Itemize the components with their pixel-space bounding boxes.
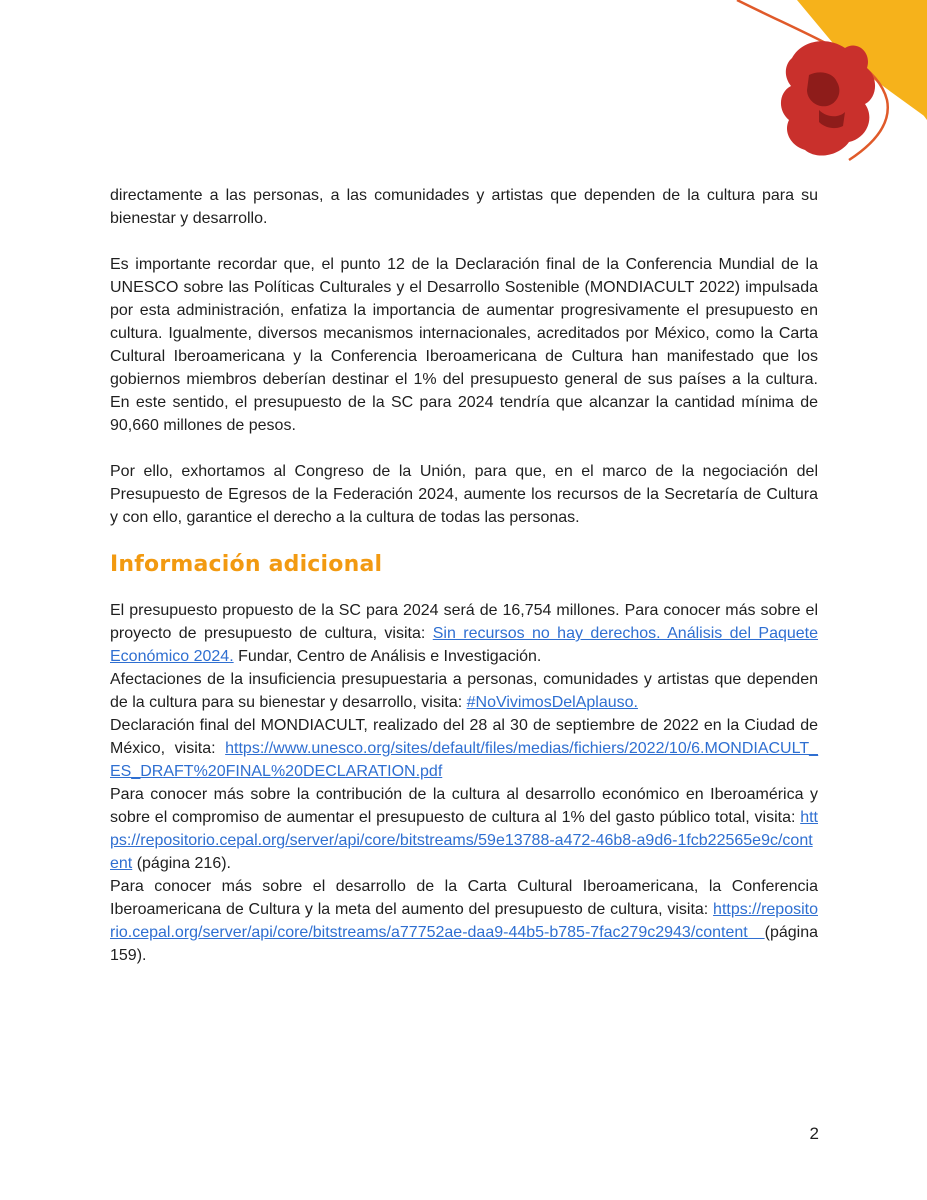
corner-decoration: [587, 0, 927, 170]
unesco-declaration-link[interactable]: https://www.unesco.org/sites/default/files/medias/fichiers/2022/10/6.MONDIACULT_ES_DRAFT%20FINAL%20DECLARATION.pdf: [110, 740, 818, 780]
info-item-carta-cultural-text: Para conocer más sobre el desarrollo de la Carta Cultural Iberoamericana, la Conferencia Iberoamericana de Cultura y la meta del aumento del presupuesto de cultura, visita:: [110, 878, 818, 918]
info-item-affectations: [110, 668, 818, 714]
cepal-carta-cultural-link[interactable]: https://repositorio.cepal.org/server/api/core/bitstreams/a77752ae-daa9-44b5-b785-7fac279c2943/content: [110, 901, 818, 941]
info-item-carta-cultural: [110, 875, 818, 967]
info-item-cepal-contribution-text: Para conocer más sobre la contribución de la cultura al desarrollo económico en Iberoamérica y sobre el compromiso de aumentar el presupuesto de cultura al 1% del gasto público total, visita:: [110, 786, 818, 826]
document-body: [110, 184, 818, 967]
info-item-cepal-contribution: [110, 783, 818, 875]
info-item-budget-text: El presupuesto propuesto de la SC para 2024 será de 16,754 millones. Para conocer más sobre el proyecto de presupuesto de cultura, visita:: [110, 602, 818, 642]
lion-statue-icon: [781, 41, 875, 155]
info-item-cepal-contribution-page: (página 216).: [132, 855, 231, 872]
cepal-contribution-link[interactable]: https://repositorio.cepal.org/server/api/core/bitstreams/59e13788-a472-46b8-a9d6-1fcb22565e9c/content: [110, 809, 818, 872]
page-number: 2: [809, 1124, 819, 1143]
paragraph-2: Es importante recordar que, el punto 12 de la Declaración final de la Conferencia Mundial de la UNESCO sobre las Políticas Culturales y el Desarrollo Sostenible (MONDIACULT 2022) impulsada por esta administración, enfatiza la importancia de aumentar progresivamente el presupuesto en cultura. Igualmente, diversos mecanismos internacionales, acreditados por México, como la Carta Cultural Iberoamericana y la Conferencia Iberoamericana de Cultura han manifestado que los gobiernos miembros deberían destinar el 1% del presupuesto general de sus países a la cultura. En este sentido, el presupuesto de la SC para 2024 tendría que alcanzar la cantidad mínima de 90,660 millones de pesos.: [110, 256, 818, 434]
paragraph-1: directamente a las personas, a las comunidades y artistas que dependen de la cultura para su bienestar y desarrollo.: [110, 187, 818, 227]
info-item-mondiacult-text: Declaración final del MONDIACULT, realizado del 28 al 30 de septiembre de 2022 en la Ciudad de México, visita:: [110, 717, 818, 757]
novivimosdelaplauso-link[interactable]: #NoVivimosDelAplauso.: [466, 694, 638, 711]
paragraph-3: Por ello, exhortamos al Congreso de la Unión, para que, en el marco de la negociación del Presupuesto de Egresos de la Federación 2024, aumente los recursos de la Secretaría de Cultura y con ello, garantice el derecho a la cultura de todas las personas.: [110, 463, 818, 526]
fundar-analysis-link[interactable]: Sin recursos no hay derechos. Análisis del Paquete Económico 2024.: [110, 625, 819, 665]
info-item-carta-cultural-page: (página 159).: [110, 924, 818, 964]
info-item-mondiacult: [110, 714, 818, 783]
section-heading: Información adicional: [110, 552, 383, 577]
info-item-budget: [110, 599, 818, 668]
info-item-affectations-text: Afectaciones de la insuficiencia presupuestaria a personas, comunidades y artistas que dependen de la cultura para su bienestar y desarrollo, visita:: [110, 671, 818, 711]
info-item-budget-source: Fundar, Centro de Análisis e Investigación.: [233, 648, 542, 665]
